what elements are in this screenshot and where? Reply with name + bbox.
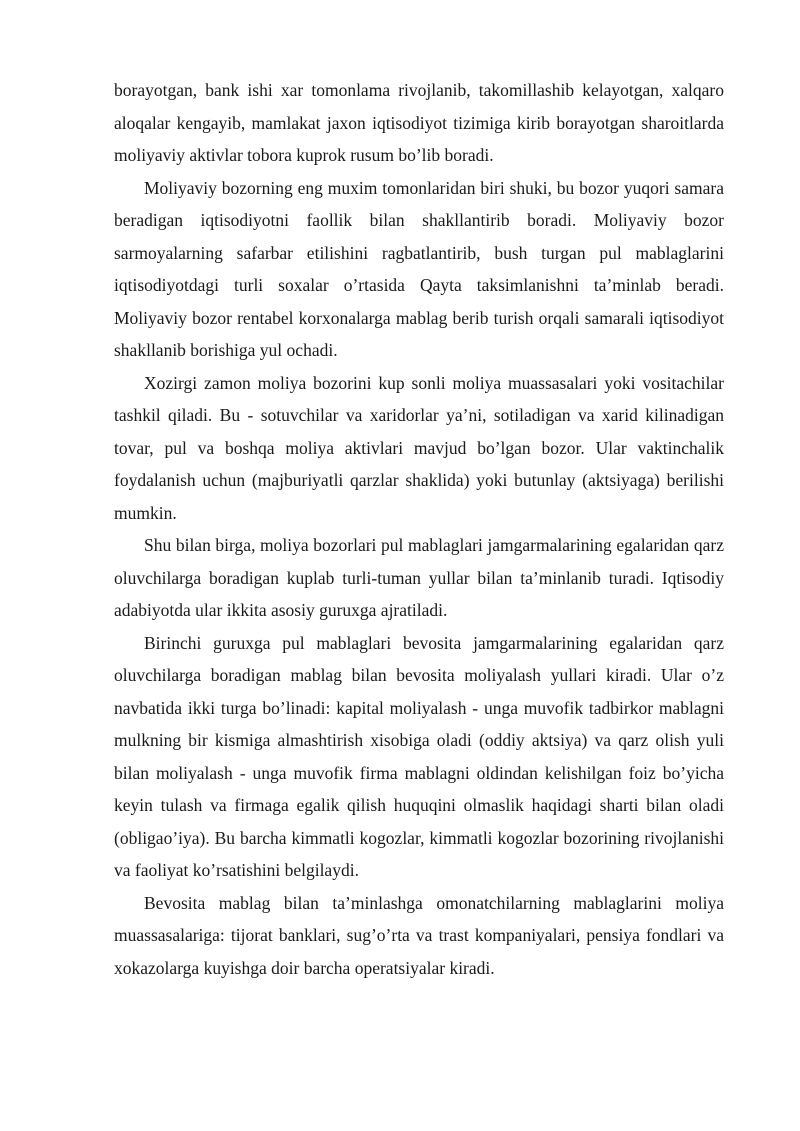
- paragraph: borayotgan, bank ishi xar tomonlama rivojlanib, takomillashib kelayotgan, xalqaro aloqalar kengayib, mamlakat jaxon iqtisodiyot tizimiga kirib borayotgan sharoitlarda moliyaviy aktivlar tobora kuprok rusum bo’lib boradi.: [114, 80, 724, 165]
- paragraph: Xozirgi zamon moliya bozorini kup sonli moliya muassasalari yoki vositachilar tashkil qiladi. Bu - sotuvchilar va xaridorlar ya’ni, sotiladigan va xarid kilinadigan tovar, pul va boshqa moliya aktivlari mavjud bo’lgan bozor. Ular vaktinchalik foydalanish uchun (majburiyatli qarzlar shaklida) yoki butunlay (aktsiyaga) berilishi mumkin.: [114, 372, 724, 523]
- document-page: [114, 74, 724, 984]
- paragraph: Shu bilan birga, moliya bozorlari pul mablaglari jamgarmalarining egalaridan qarz oluvchilarga boradigan kuplab turli-tuman yullar bilan ta’minlanib turadi. Iqtisodiy adabiyotda ular ikkita asosiy guruxga ajratiladi.: [114, 535, 724, 620]
- paragraph: Bevosita mablag bilan ta’minlashga omonatchilarning mablaglarini moliya muassasalariga: tijorat banklari, sug’o’rta va trast kompaniyalari, pensiya fondlari va xokazolarga kuyishga doir barcha operatsiyalar kiradi.: [114, 892, 724, 978]
- paragraph: Birinchi guruxga pul mablaglari bevosita jamgarmalarining egalaridan qarz oluvchilarga boradigan mablag bilan bevosita moliyalash yullari kiradi. Ular o’z navbatida ikki turga bo’linadi: kapital moliyalash - unga muvofik tadbirkor mablagni mulkning bir kismiga almashtirish xisobiga oladi (oddiy aktsiya) va qarz olish yuli bilan moliyalash - unga muvofik firma mablagni oldindan kelishilgan foiz bo’yicha keyin tulash va firmaga egalik qilish huquqini olmaslik haqidagi sharti bilan oladi (obligao’iya). Bu barcha kimmatli kogozlar, kimmatli kogozlar bozorining rivojlanishi va faoliyat ko’rsatishini belgilaydi.: [114, 632, 724, 880]
- paragraph: Moliyaviy bozorning eng muxim tomonlaridan biri shuki, bu bozor yuqori samara beradigan iqtisodiyotni faollik bilan shakllantirib boradi. Moliyaviy bozor sarmoyalarning safarbar etilishini ragbatlantirib, bush turgan pul mablaglarini iqtisodiyotdagi turli soxalar o’rtasida Qayta taksimlanishni ta’minlab beradi. Moliyaviy bozor rentabel korxonalarga mablag berib turish orqali samarali iqtisodiyot shakllanib borishiga yul ochadi.: [114, 177, 724, 360]
